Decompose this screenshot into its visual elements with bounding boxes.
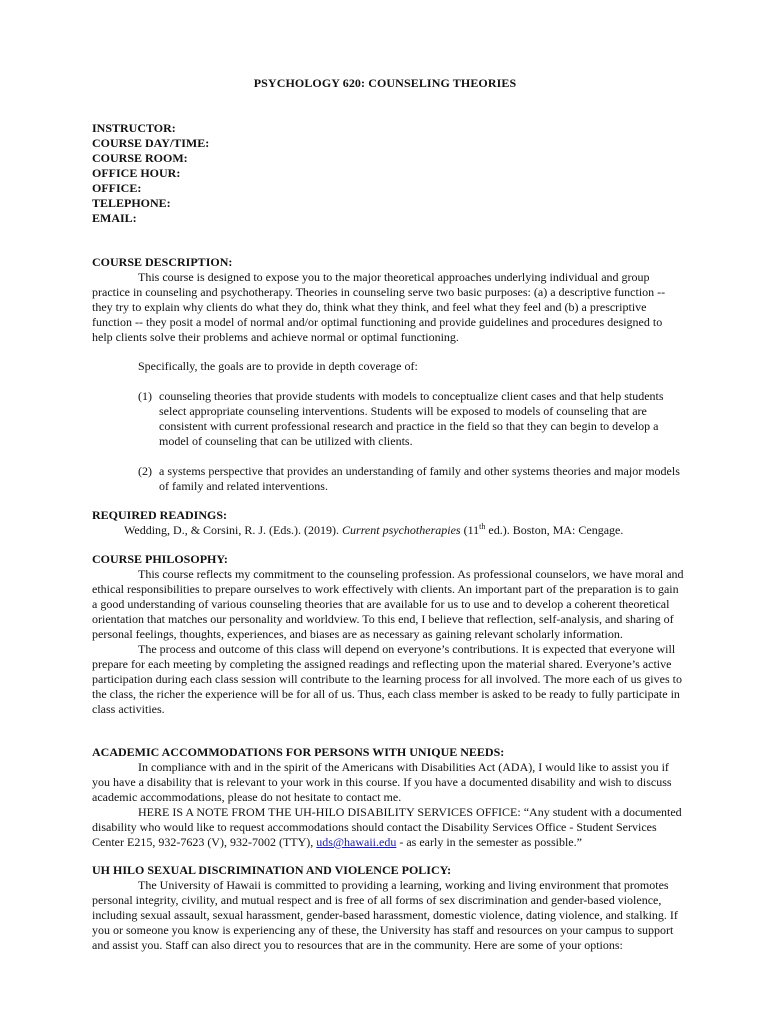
- note-text-end: - as early in the semester as possible.”: [399, 835, 582, 849]
- course-philosophy-section: [92, 552, 684, 717]
- office-label: OFFICE:: [92, 181, 142, 195]
- telephone-label: TELEPHONE:: [92, 196, 171, 210]
- accommodations-paragraph: In compliance with and in the spirit of the Americans with Disabilities Act (ADA), I would like to assist you if you have a disability that is relevant to your work in this course. If you have a documented disability and wish to discuss academic accommodations, please do not hesitate to contact me.: [92, 760, 672, 804]
- goal-text: a systems perspective that provides an understanding of family and other systems theories and major models of family and related interventions.: [159, 464, 680, 493]
- goals-intro: Specifically, the goals are to provide in depth coverage of:: [138, 359, 418, 373]
- course-day-time-label: COURSE DAY/TIME:: [92, 136, 210, 150]
- required-readings-section: [92, 508, 684, 538]
- instructor-label: INSTRUCTOR:: [92, 121, 176, 135]
- course-room-label: COURSE ROOM:: [92, 151, 188, 165]
- accommodations-heading: ACADEMIC ACCOMMODATIONS FOR PERSONS WITH UNIQUE NEEDS:: [92, 745, 505, 759]
- disability-office-note: [92, 805, 684, 850]
- course-description-heading: COURSE DESCRIPTION:: [92, 255, 233, 269]
- goal-text: counseling theories that provide students with models to conceptualize client cases and that help students select appropriate counseling interventions. Students will be exposed to models of counseling that are consistent with current professional research and practice in the field so that they can begin to develop a model of counseling that can be utilized with clients.: [159, 389, 664, 448]
- required-readings-heading: REQUIRED READINGS:: [92, 508, 228, 522]
- goal-number: (1): [138, 389, 152, 403]
- page-title: PSYCHOLOGY 620: COUNSELING THEORIES: [253, 76, 517, 90]
- goal-item: [92, 389, 684, 449]
- edition-suffix: th: [479, 522, 486, 531]
- disability-email-link[interactable]: uds@hawaii.edu: [316, 835, 397, 849]
- note-text: HERE IS A NOTE FROM THE UH-HILO DISABILITY SERVICES OFFICE: “Any student with a documented disability who would like to request accommodations should contact the Disability Services Office - Student Services Center E215, 932-7623 (V), 932-7002 (TTY),: [92, 805, 682, 849]
- office-hour-label: OFFICE HOUR:: [92, 166, 181, 180]
- goal-item: [92, 464, 684, 494]
- textbook-reference: [92, 523, 684, 538]
- accommodations-section: [92, 745, 684, 850]
- policy-paragraph: The University of Hawaii is committed to providing a learning, working and living environment that promotes personal integrity, civility, and mutual respect and is free of all forms of sex discrimination and gender-based violence, including sexual assault, sexual harassment, gender-based harassment, domestic violence, dating violence, and stalking. If you or someone you know is experiencing any of these, the University has staff and resources on your campus to support and assist you. Staff can also direct you to resources that are in the community. Here are some of your options:: [92, 878, 678, 952]
- course-description-section: [92, 255, 684, 494]
- edition-number: (11: [463, 523, 480, 537]
- philosophy-paragraph: The process and outcome of this class will depend on everyone’s contributions. It is expected that everyone will prepare for each meeting by completing the assigned readings and reflecting upon the material shared. Everyone’s active participation during each class session will contribute to the learning process for all involved. The more each of us gives to the class, the richer the experience will be for all of us. Thus, each class member is asked to be ready to fully participate in class activities.: [92, 642, 682, 716]
- philosophy-paragraph: This course reflects my commitment to the counseling profession. As professional counselors, we have moral and ethical responsibilities to prepare ourselves to work effectively with clients. An important part of the preparation is to gain a good understanding of various counseling theories that are available for us to use and to develop a coherent theoretical orientation that matches our personality and worldview. To this end, I believe that reflection, self-analysis, and sharing of personal feelings, thoughts, experiences, and biases are as necessary as gaining relevant scholarly information.: [92, 567, 684, 641]
- course-philosophy-heading: COURSE PHILOSOPHY:: [92, 552, 228, 566]
- sexual-discrimination-policy-section: [92, 863, 684, 953]
- book-title: Current psychotherapies: [342, 523, 461, 537]
- course-description-text: This course is designed to expose you to the major theoretical approaches underlying individual and group practice in counseling and psychotherapy. Theories in counseling serve two basic purposes: (a) a descriptive function -- they try to explain why clients do what they do, think what they think, and feel what they feel and (b) a prescriptive function -- they posit a model of normal and/or optimal functioning and provide guidelines and procedures designed to help clients solve their problems and achieve normal or optimal functioning.: [92, 270, 666, 344]
- goal-number: (2): [138, 464, 152, 478]
- course-info-fields: [92, 121, 209, 226]
- policy-heading: UH HILO SEXUAL DISCRIMINATION AND VIOLENCE POLICY:: [92, 863, 452, 877]
- reference-publisher: ed.). Boston, MA: Cengage.: [488, 523, 624, 537]
- reference-authors: Wedding, D., & Corsini, R. J. (Eds.). (2019).: [124, 523, 340, 537]
- email-label: EMAIL:: [92, 211, 137, 225]
